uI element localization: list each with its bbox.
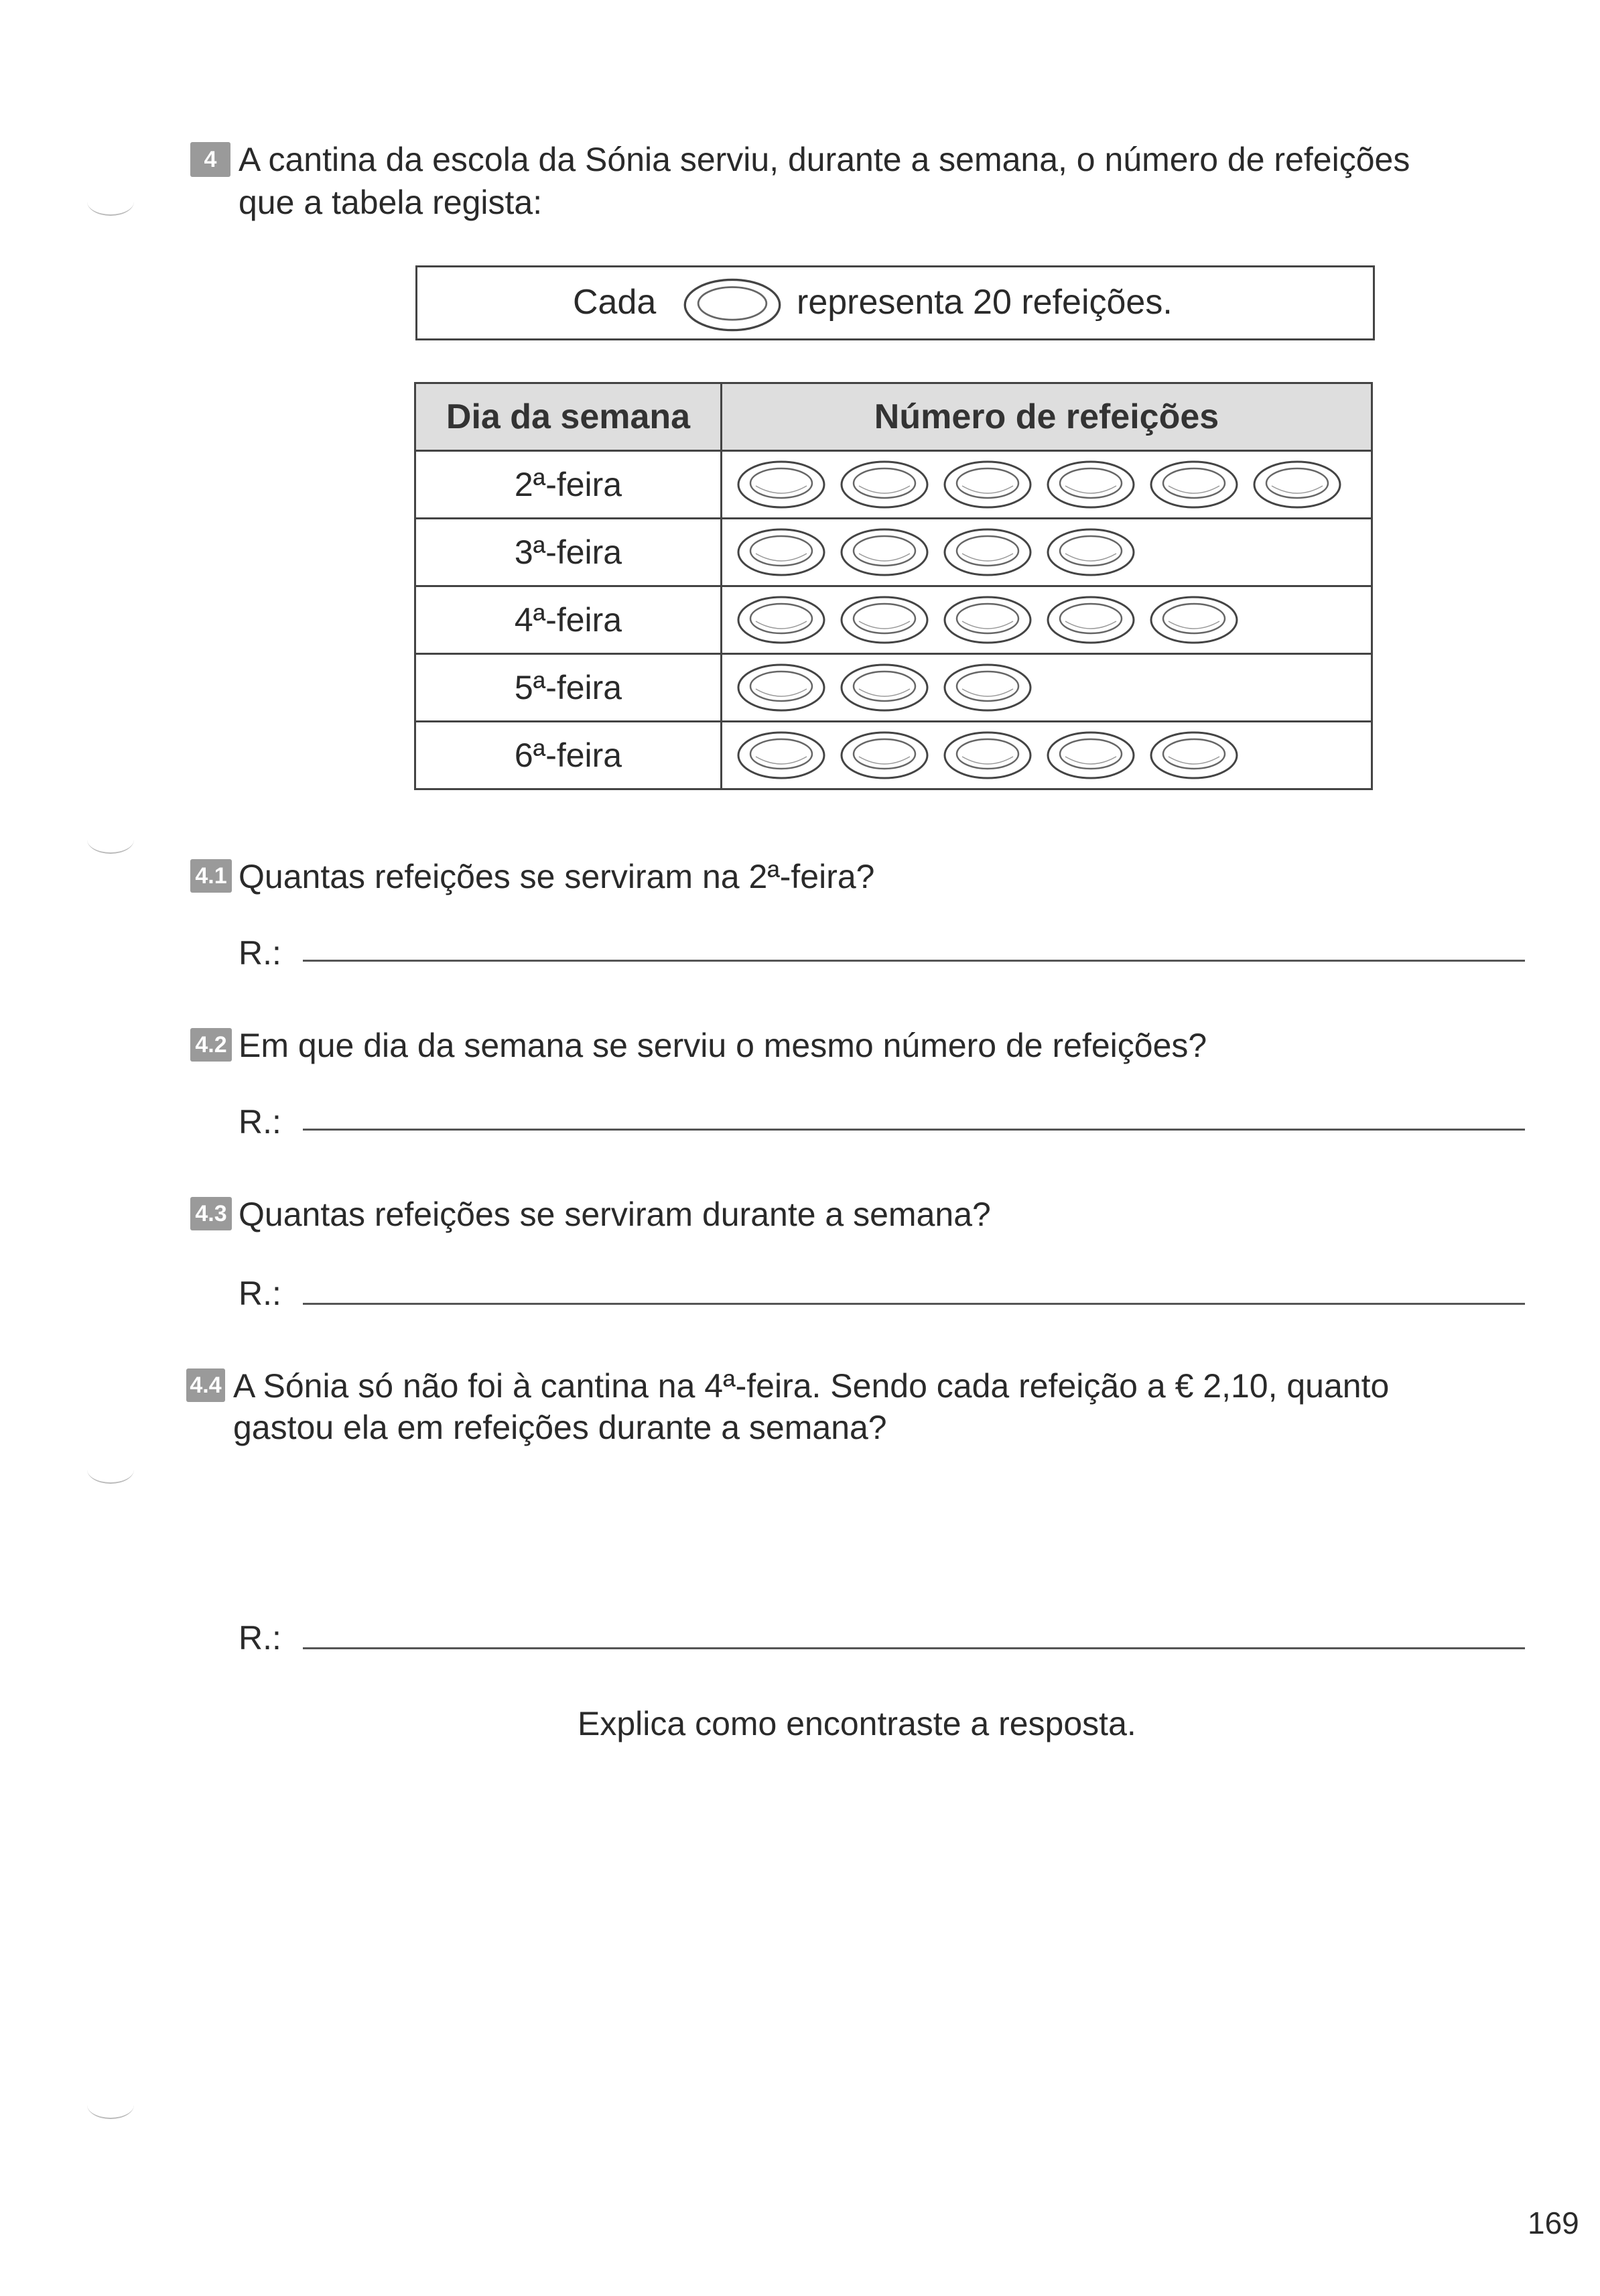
legend-box <box>415 265 1375 340</box>
plate-icon <box>839 459 930 510</box>
day-cell: 5ª-feira <box>415 654 722 722</box>
column-header-meals: Número de refeições <box>722 383 1372 451</box>
plate-icon <box>736 527 827 578</box>
margin-mark <box>87 1456 134 1484</box>
column-header-day: Dia da semana <box>415 383 722 451</box>
plate-icon <box>736 662 827 713</box>
plate-icon <box>942 730 1033 781</box>
plate-icon <box>1045 730 1136 781</box>
plates-cell <box>722 451 1372 519</box>
question-text: Quantas refeições se serviram na 2ª-feira? <box>239 858 875 895</box>
plates-cell <box>722 519 1372 586</box>
margin-mark <box>87 2091 134 2119</box>
question-number-badge: 4.2 <box>190 1028 232 1062</box>
plates-cell <box>722 586 1372 654</box>
plate-icon <box>839 662 930 713</box>
answer-label: R.: <box>239 1103 281 1141</box>
day-cell: 6ª-feira <box>415 722 722 789</box>
question-text: A Sónia só não foi à cantina na 4ª-feira. Sendo cada refeição a € 2,10, quanto <box>233 1367 1390 1405</box>
question-number-badge: 4.1 <box>190 859 232 893</box>
table-row <box>415 586 1372 654</box>
question-text: Em que dia da semana se serviu o mesmo número de refeições? <box>239 1027 1207 1064</box>
answer-label: R.: <box>239 1275 281 1312</box>
plate-icon <box>942 527 1033 578</box>
margin-mark <box>87 826 134 854</box>
plate-icon <box>942 662 1033 713</box>
legend-prefix: Cada <box>573 283 657 322</box>
plate-icon <box>839 527 930 578</box>
page-number: 169 <box>1528 2206 1579 2240</box>
plate-icon <box>1045 594 1136 645</box>
plate-icon <box>736 459 827 510</box>
plate-icon <box>1252 459 1343 510</box>
table-row <box>415 519 1372 586</box>
question-text: que a tabela regista: <box>239 184 543 221</box>
plate-icon <box>1045 527 1136 578</box>
plate-icon <box>736 730 827 781</box>
answer-label: R.: <box>239 934 281 972</box>
plate-icon <box>839 730 930 781</box>
answer-line[interactable] <box>303 1647 1525 1649</box>
day-cell: 2ª-feira <box>415 451 722 519</box>
plate-icon <box>942 459 1033 510</box>
table-row <box>415 654 1372 722</box>
day-cell: 3ª-feira <box>415 519 722 586</box>
plates-cell <box>722 722 1372 789</box>
plate-icon <box>942 594 1033 645</box>
question-text: A cantina da escola da Sónia serviu, durante a semana, o número de refeições <box>239 141 1410 178</box>
table-row <box>415 722 1372 789</box>
margin-mark <box>87 188 134 216</box>
question-text: Quantas refeições se serviram durante a semana? <box>239 1196 991 1233</box>
answer-line[interactable] <box>303 1129 1525 1131</box>
table-row <box>415 451 1372 519</box>
question-number-badge: 4 <box>190 142 230 177</box>
plate-icon <box>679 277 786 333</box>
answer-line[interactable] <box>303 960 1525 962</box>
answer-line[interactable] <box>303 1303 1525 1305</box>
plate-icon <box>1148 730 1240 781</box>
plate-icon <box>1148 594 1240 645</box>
legend-suffix: representa 20 refeições. <box>797 283 1173 322</box>
question-number-badge: 4.3 <box>190 1197 232 1230</box>
plate-icon <box>736 594 827 645</box>
pictogram-table <box>414 382 1373 790</box>
answer-label: R.: <box>239 1619 281 1657</box>
plate-icon <box>1148 459 1240 510</box>
day-cell: 4ª-feira <box>415 586 722 654</box>
explain-instruction: Explica como encontraste a resposta. <box>578 1705 1136 1742</box>
plate-icon <box>1045 459 1136 510</box>
plate-icon <box>839 594 930 645</box>
question-text: gastou ela em refeições durante a semana? <box>233 1409 887 1446</box>
plates-cell <box>722 654 1372 722</box>
question-number-badge: 4.4 <box>186 1368 225 1402</box>
